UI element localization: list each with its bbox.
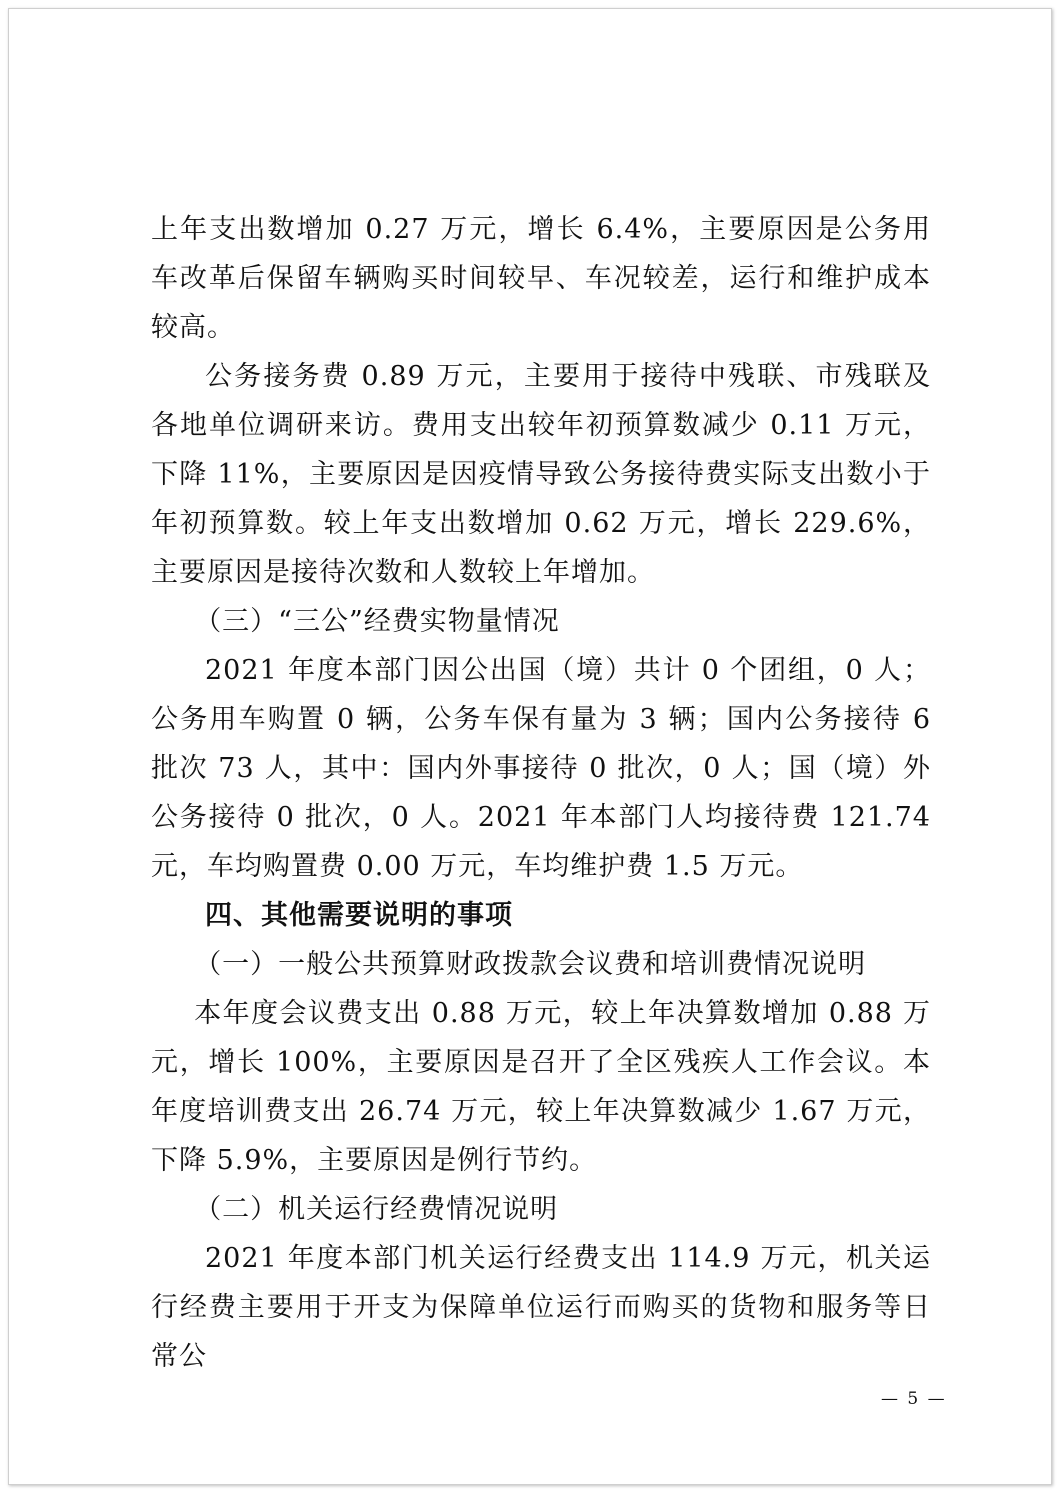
paragraph-operating-expenses: 2021 年度本部门机关运行经费支出 114.9 万元，机关运行经费主要用于开支为保障单位运行而购买的货物和服务等日常公 [151,1243,931,1372]
page-number: — 5 — [881,1389,947,1409]
heading-meeting-training: （一）一般公共预算财政拨款会议费和培训费情况说明 [194,949,867,980]
paragraph-vehicle-cost: 上年支出数增加 0.27 万元，增长 6.4%，主要原因是公务用车改革后保留车辆购买时间较早、车况较差，运行和维护成本较高。 [151,214,931,343]
heading-three-public-physical: （三）“三公”经费实物量情况 [194,606,560,637]
paragraph-meeting-training: 本年度会议费支出 0.88 万元，较上年决算数增加 0.88 万元，增长 100%，主要原因是召开了全区残疾人工作会议。本年度培训费支出 26.74 万元，较上年决算数减少 1.67 万元，下降 5.9%，主要原因是例行节约。 [151,998,931,1176]
document-body [151,205,931,1381]
paragraph-physical-quantity: 2021 年度本部门因公出国（境）共计 0 个团组，0 人；公务用车购置 0 辆，公务车保有量为 3 辆；国内公务接待 6 批次 73 人，其中：国内外事接待 0 批次，0 人；国（境）外公务接待 0 批次，0 人。2021 年本部门人均接待费 121.74 元，车均购置费 0.00 万元，车均维护费 1.5 万元。 [151,655,931,882]
document-page [8,8,1052,1485]
heading-operating-expenses: （二）机关运行经费情况说明 [194,1194,559,1225]
heading-other-matters: 四、其他需要说明的事项 [205,900,513,931]
paragraph-reception-cost: 公务接务费 0.89 万元，主要用于接待中残联、市残联及各地单位调研来访。费用支出较年初预算数减少 0.11 万元，下降 11%，主要原因是因疫情导致公务接待费实际支出数小于年初预算数。较上年支出数增加 0.62 万元，增长 229.6%，主要原因是接待次数和人数较上年增加。 [151,361,931,588]
